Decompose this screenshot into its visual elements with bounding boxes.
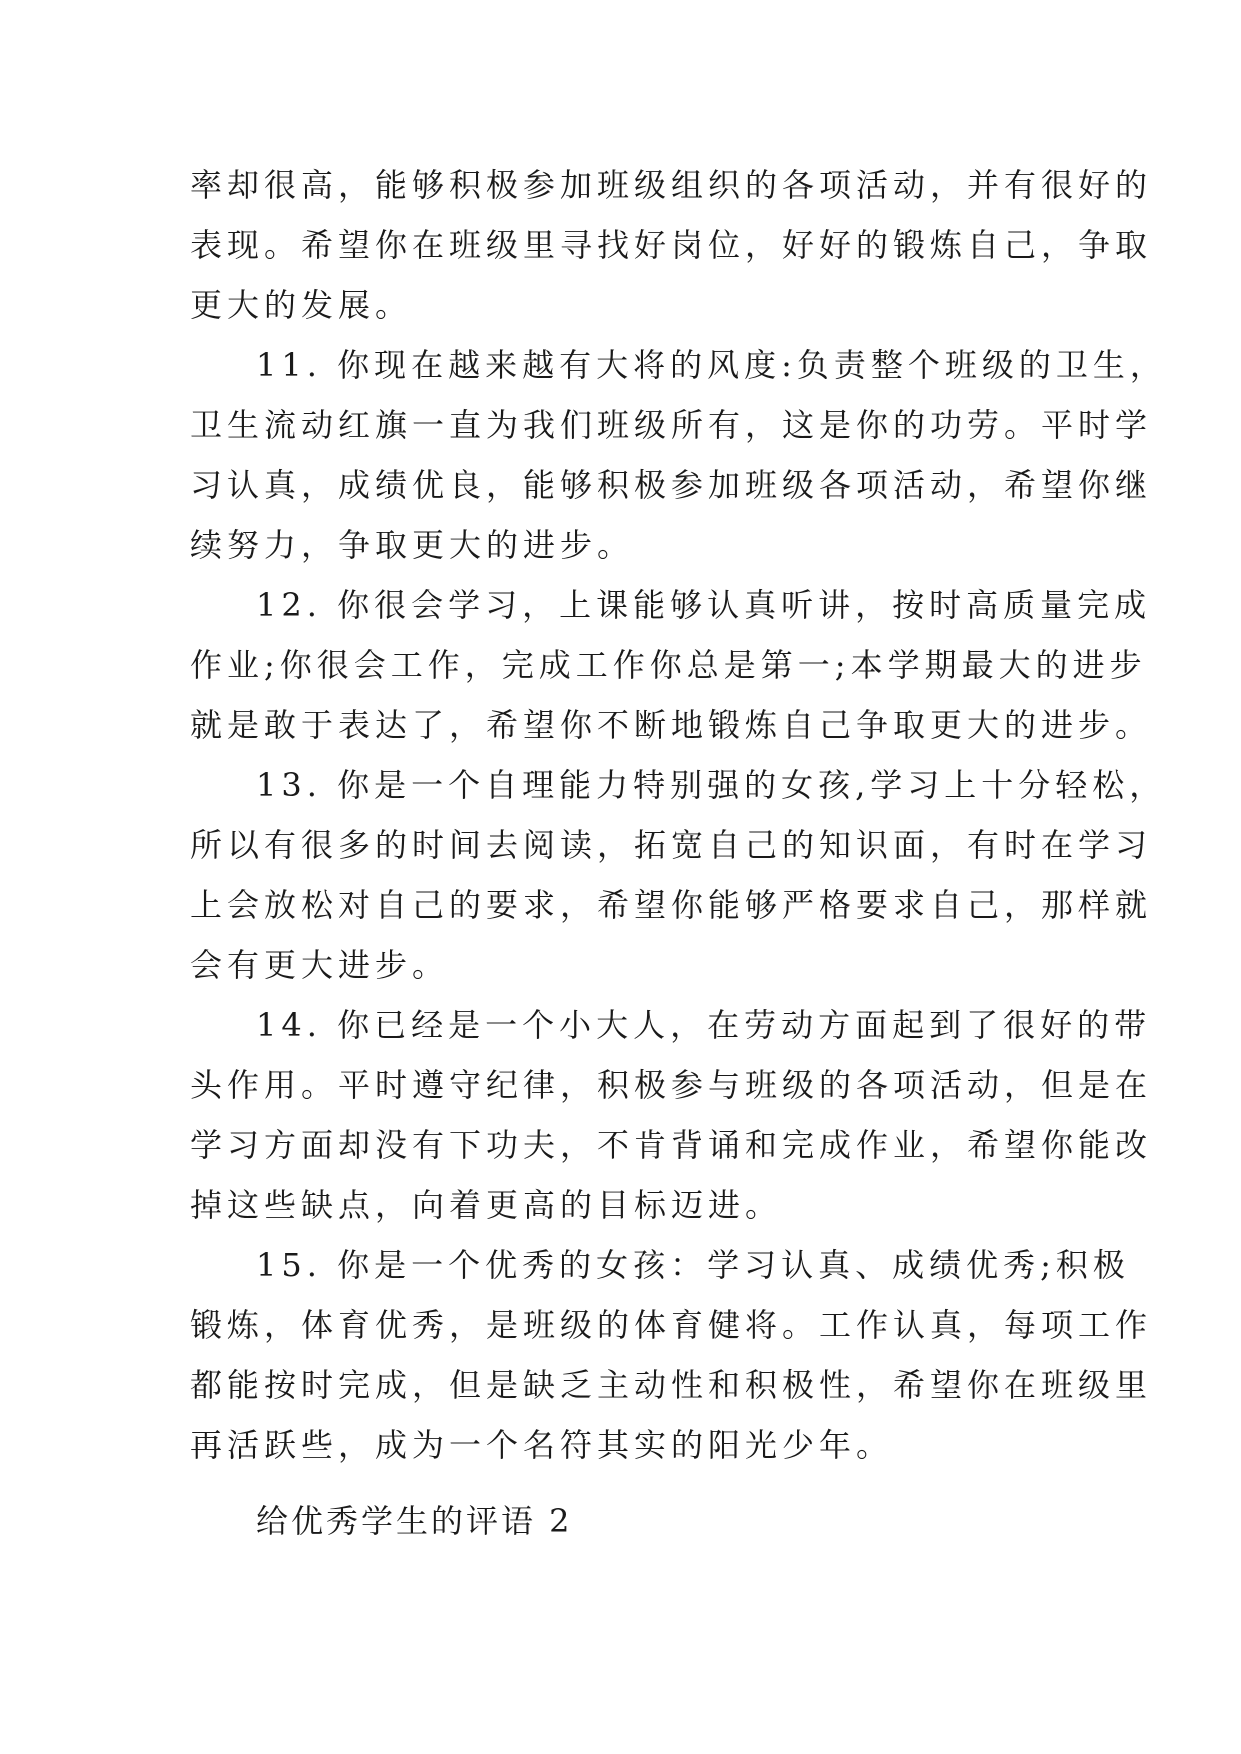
section-heading: 给优秀学生的评语 2 <box>256 1502 573 1540</box>
body-text <box>190 155 1167 1475</box>
text-line: 续努力，争取更大的进步。 <box>190 526 635 564</box>
text-line: 作业;你很会工作，完成工作你总是第一;本学期最大的进步 <box>190 646 1147 684</box>
text-line: 11. 你现在越来越有大将的风度:负责整个班级的卫生， <box>256 346 1167 384</box>
text-line: 12. 你很会学习，上课能够认真听讲，按时高质量完成 <box>256 586 1152 624</box>
text-line: 率却很高，能够积极参加班级组织的各项活动，并有很好的 <box>190 166 1153 204</box>
text-line: 14. 你已经是一个小大人，在劳动方面起到了很好的带 <box>256 1006 1152 1044</box>
text-line: 更大的发展。 <box>190 286 413 324</box>
text-line: 15. 你是一个优秀的女孩：学习认真、成绩优秀;积极 <box>256 1246 1130 1284</box>
text-line: 再活跃些，成为一个名符其实的阳光少年。 <box>190 1426 894 1464</box>
text-line: 上会放松对自己的要求，希望你能够严格要求自己，那样就 <box>190 886 1153 924</box>
text-line: 表现。希望你在班级里寻找好岗位，好好的锻炼自己，争取 <box>190 226 1153 264</box>
text-line: 就是敢于表达了，希望你不断地锻炼自己争取更大的进步。 <box>190 706 1153 744</box>
text-line: 所以有很多的时间去阅读，拓宽自己的知识面，有时在学习 <box>190 826 1153 864</box>
text-line: 习认真，成绩优良，能够积极参加班级各项活动，希望你继 <box>190 466 1153 504</box>
text-line: 卫生流动红旗一直为我们班级所有，这是你的功劳。平时学 <box>190 406 1153 444</box>
text-line: 掉这些缺点，向着更高的目标迈进。 <box>190 1186 783 1224</box>
text-line: 锻炼，体育优秀，是班级的体育健将。工作认真，每项工作 <box>190 1306 1153 1344</box>
text-line: 都能按时完成，但是缺乏主动性和积极性，希望你在班级里 <box>190 1366 1153 1404</box>
text-line: 13. 你是一个自理能力特别强的女孩,学习上十分轻松， <box>256 766 1167 804</box>
text-line: 学习方面却没有下功夫，不肯背诵和完成作业，希望你能改 <box>190 1126 1153 1164</box>
text-line: 会有更大进步。 <box>190 946 450 984</box>
text-line: 头作用。平时遵守纪律，积极参与班级的各项活动，但是在 <box>190 1066 1153 1104</box>
